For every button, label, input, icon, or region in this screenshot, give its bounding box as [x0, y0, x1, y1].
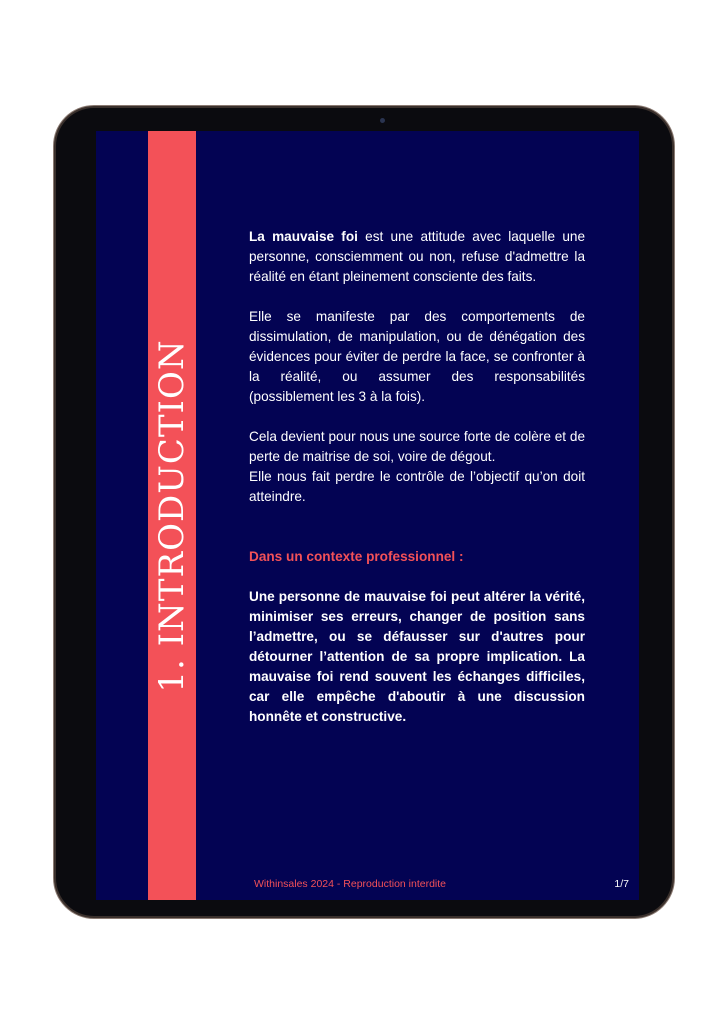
camera-icon	[380, 118, 385, 123]
professional-paragraph: Une personne de mauvaise foi peut altérer la vérité, minimiser ses erreurs, changer de position sans l’admettre, ou se défausser sur d'autres pour détourner l’attention de sa propre implication. La mauvaise foi rend souvent les échanges difficiles, car elle empêche d'aboutir à une discussion honnête et constructive.	[249, 589, 585, 724]
section-title: 1. INTRODUCTION	[152, 339, 192, 693]
footer-copyright: Withinsales 2024 - Reproduction interdite	[254, 878, 447, 890]
intro-paragraph	[249, 227, 585, 287]
manifest-paragraph: Elle se manifeste par des comportements de dissimulation, de manipulation, ou de dénégation des évidences pour éviter de perdre la face, se confronter à la réalité, ou assumer des responsabilités (possiblement les 3 à la fois).	[249, 309, 585, 404]
intro-term: La mauvaise foi	[249, 229, 358, 244]
emotion-paragraph: Cela devient pour nous une source forte de colère et de perte de maitrise de soi, voire de dégout.	[249, 429, 585, 464]
control-paragraph: Elle nous fait perdre le contrôle de l’objectif qu’on doit atteindre.	[249, 469, 585, 504]
intro-definition: est une attitude avec laquelle une personne, consciemment ou non, refuse d'admettre la réalité en étant pleinement consciente des faits.	[249, 229, 585, 284]
professional-subheading: Dans un contexte professionnel :	[249, 549, 464, 564]
page-number: 1/7	[614, 878, 629, 890]
page-content	[249, 227, 585, 727]
document-page	[96, 131, 639, 900]
